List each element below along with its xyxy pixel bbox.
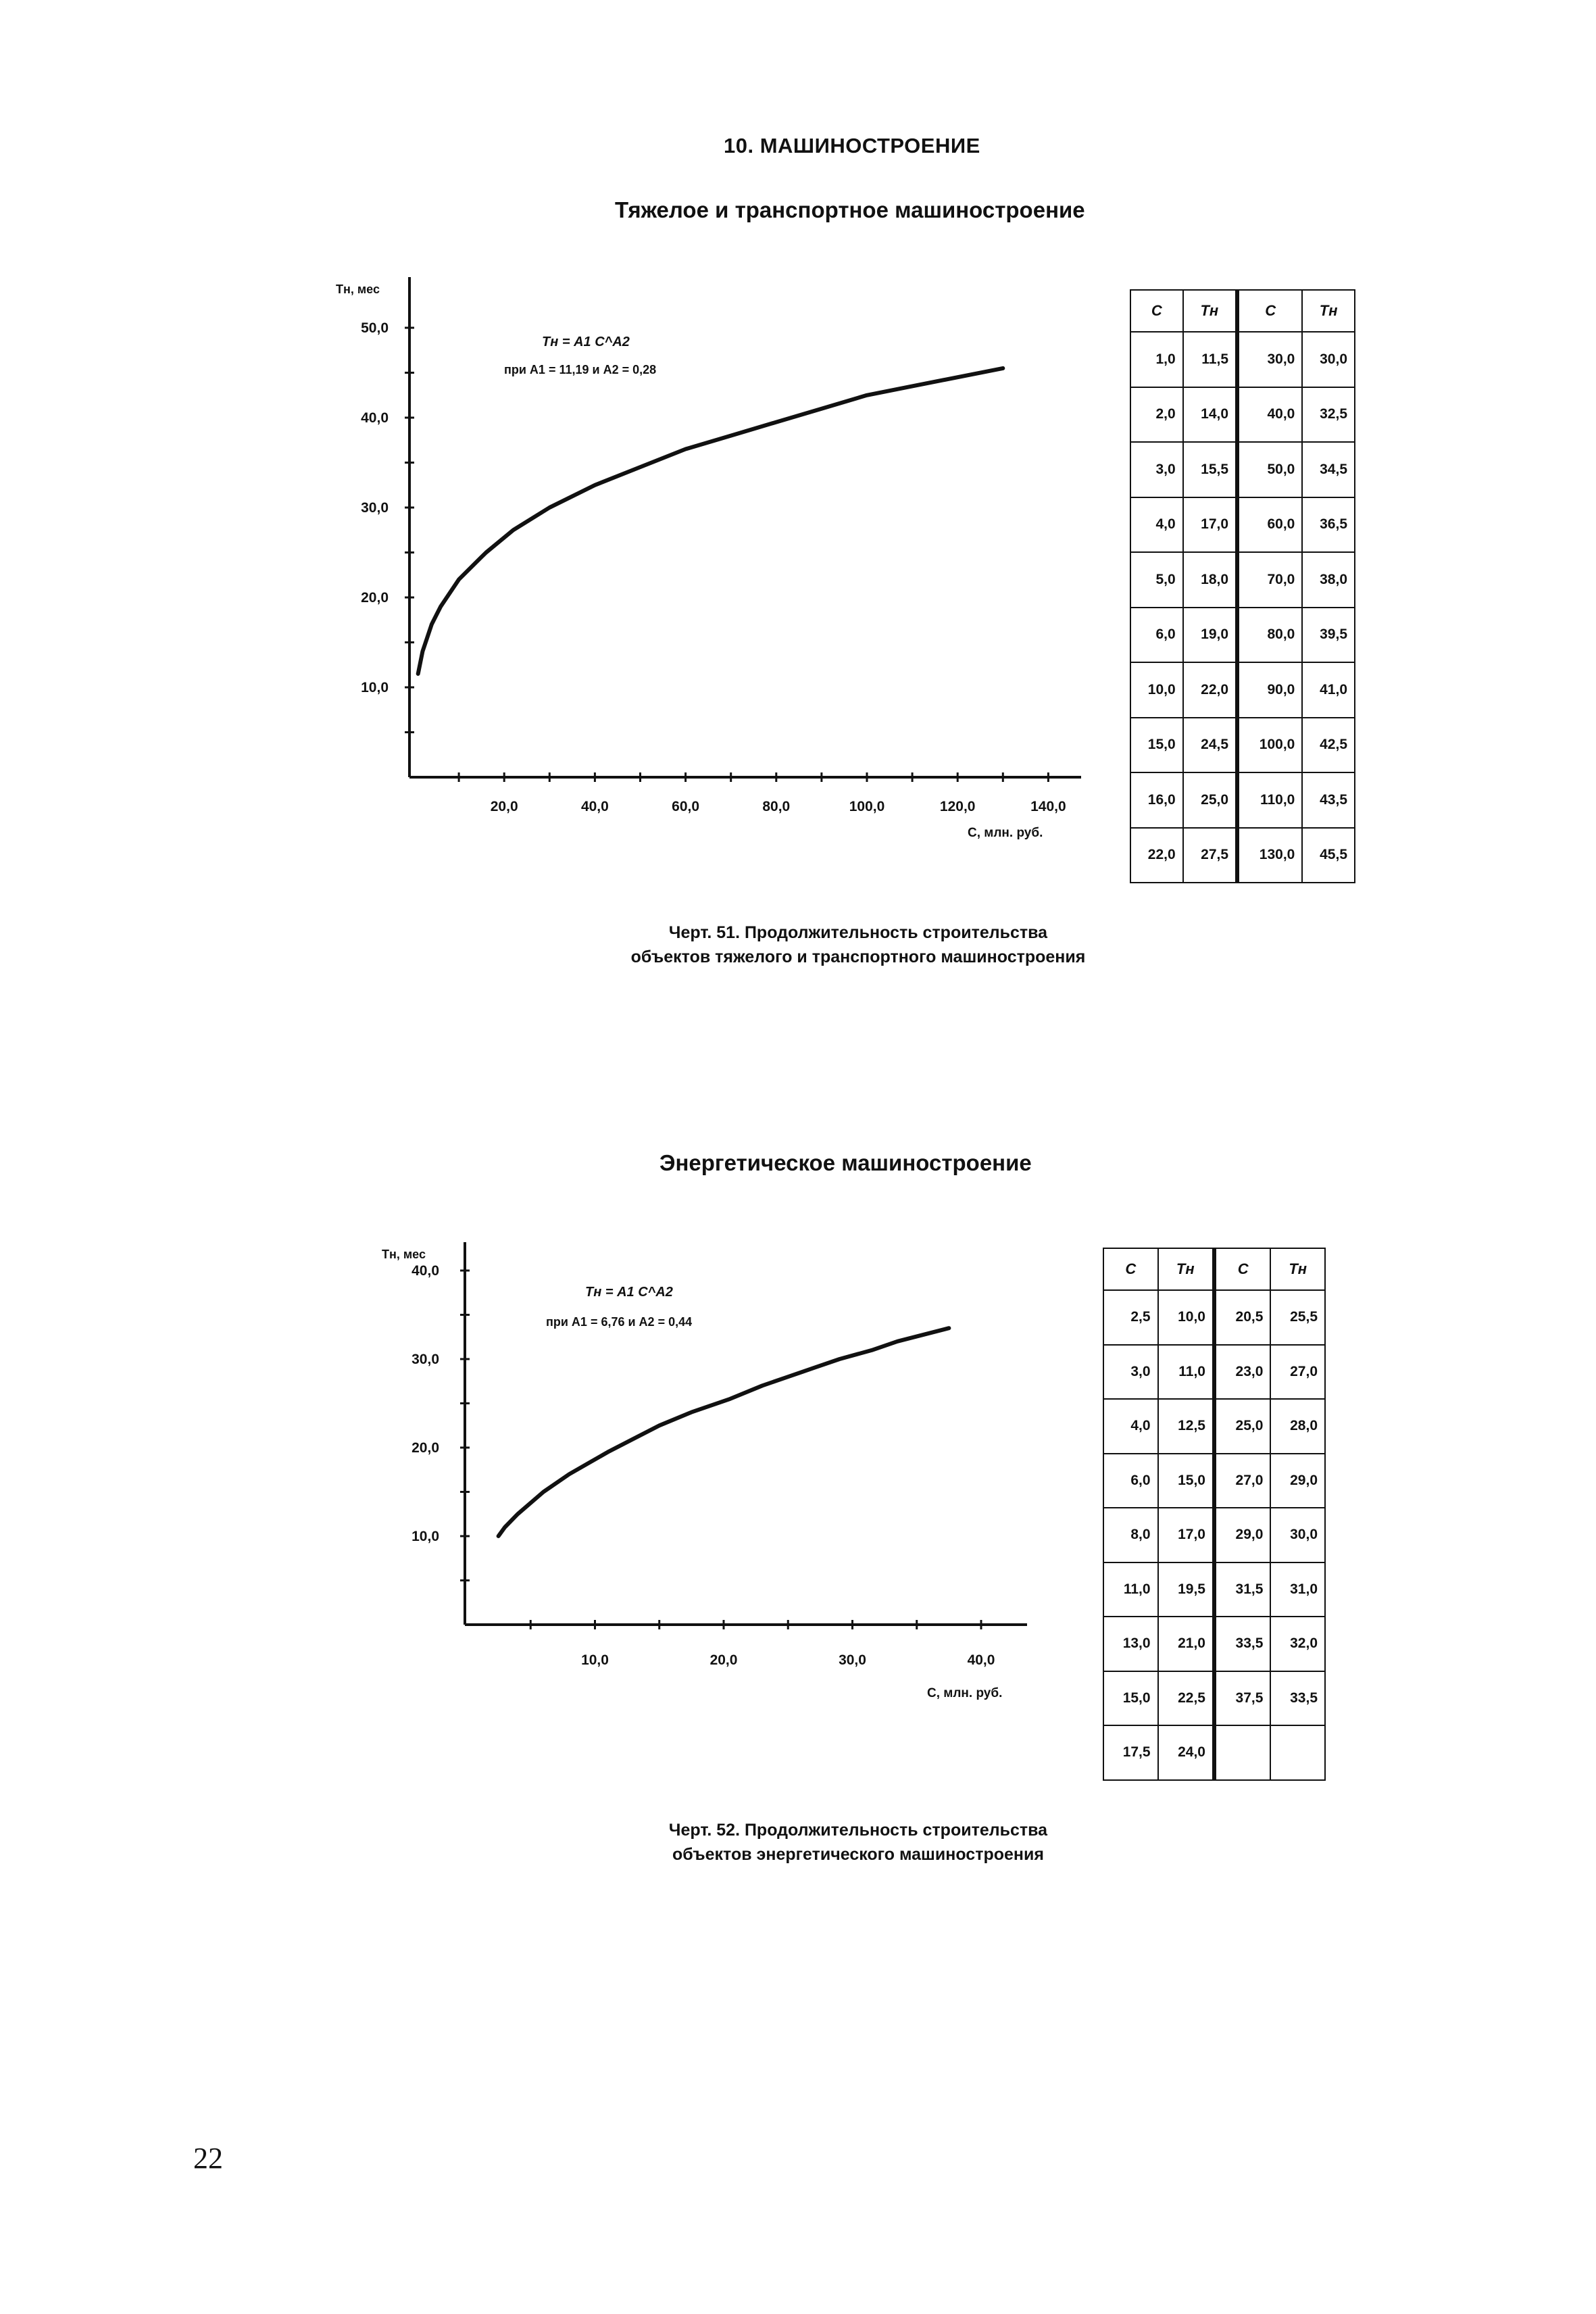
chart-51-ylabel: Tн, мес [336, 282, 380, 296]
table-cell-tn: 29,0 [1270, 1454, 1325, 1508]
table-header-c: C [1214, 1248, 1270, 1290]
x-tick-label: 80,0 [762, 799, 791, 814]
table-cell-c: 3,0 [1103, 1345, 1158, 1400]
table-cell-c: 13,0 [1103, 1617, 1158, 1671]
page-number: 22 [193, 2142, 223, 2175]
table-cell-c: 6,0 [1130, 608, 1183, 663]
x-tick-label: 10,0 [581, 1652, 609, 1668]
table-cell-tn: 45,5 [1302, 828, 1355, 883]
table-header-c: C [1130, 290, 1183, 332]
table-cell-c: 2,0 [1130, 387, 1183, 443]
table-cell-tn: 27,0 [1270, 1345, 1325, 1400]
table-cell-c: 11,0 [1103, 1562, 1158, 1617]
chart-52-formula-line1: Tн = A1 C^A2 [585, 1285, 673, 1300]
y-tick-label: 40,0 [412, 1263, 439, 1279]
table-cell-tn: 30,0 [1302, 332, 1355, 387]
table-cell-c: 5,0 [1130, 552, 1183, 608]
table-cell-tn: 24,0 [1158, 1725, 1214, 1780]
table-row [1103, 1399, 1325, 1454]
table-cell-tn [1270, 1725, 1325, 1780]
table-cell-c: 2,5 [1103, 1290, 1158, 1345]
table-cell-tn: 22,5 [1158, 1671, 1214, 1726]
table-cell-tn: 36,5 [1302, 497, 1355, 553]
table-cell-tn: 11,5 [1183, 332, 1237, 387]
table-cell-c: 17,5 [1103, 1725, 1158, 1780]
table-cell-tn: 21,0 [1158, 1617, 1214, 1671]
table-cell-c: 20,5 [1214, 1290, 1270, 1345]
table-cell-tn: 12,5 [1158, 1399, 1214, 1454]
table-header-tn: Tн [1270, 1248, 1325, 1290]
x-tick-label: 100,0 [849, 799, 885, 814]
table-row [1103, 1508, 1325, 1562]
table-cell-c: 16,0 [1130, 772, 1183, 828]
table-header-row [1103, 1248, 1325, 1290]
table-cell-c: 1,0 [1130, 332, 1183, 387]
table-cell-tn: 38,0 [1302, 552, 1355, 608]
y-tick-label: 30,0 [412, 1352, 439, 1367]
table-cell-c: 100,0 [1237, 718, 1302, 773]
chart-52-axes [465, 1242, 1027, 1625]
y-tick-label: 40,0 [361, 410, 389, 426]
y-tick-label: 20,0 [412, 1440, 439, 1456]
chart-52-heading: Энергетическое машиностроение [659, 1150, 1032, 1175]
chart-51-caption-line2: объектов тяжелого и транспортного машиностроения [630, 947, 1086, 966]
table-cell-c: 27,0 [1214, 1454, 1270, 1508]
table-cell-c [1214, 1725, 1270, 1780]
table-cell-tn: 10,0 [1158, 1290, 1214, 1345]
table-cell-c: 33,5 [1214, 1617, 1270, 1671]
table-cell-c: 10,0 [1130, 662, 1183, 718]
table-cell-c: 50,0 [1237, 442, 1302, 497]
y-tick-label: 50,0 [361, 320, 389, 336]
x-tick-label: 120,0 [939, 799, 976, 814]
chart-52-xlabel: C, млн. руб. [927, 1686, 1003, 1700]
table-cell-tn: 42,5 [1302, 718, 1355, 773]
table-cell-tn: 24,5 [1183, 718, 1237, 773]
x-tick-label: 140,0 [1030, 799, 1066, 814]
chart-52-y-ticks [412, 1263, 470, 1581]
table-cell-c: 29,0 [1214, 1508, 1270, 1562]
x-tick-label: 40,0 [580, 799, 609, 814]
table-cell-c: 25,0 [1214, 1399, 1270, 1454]
x-tick-label: 20,0 [490, 799, 518, 814]
table-cell-tn: 34,5 [1302, 442, 1355, 497]
table-cell-tn: 41,0 [1302, 662, 1355, 718]
chart-52-series [499, 1328, 949, 1536]
chart-52-ylabel: Tн, мес [382, 1248, 426, 1261]
table-cell-c: 4,0 [1103, 1399, 1158, 1454]
table-cell-c: 110,0 [1237, 772, 1302, 828]
table-row [1103, 1454, 1325, 1508]
table-cell-tn: 32,5 [1302, 387, 1355, 443]
table-header-tn: Tн [1183, 290, 1237, 332]
table-cell-c: 22,0 [1130, 828, 1183, 883]
table-cell-tn: 22,0 [1183, 662, 1237, 718]
table-cell-tn: 19,5 [1158, 1562, 1214, 1617]
table-cell-c: 30,0 [1237, 332, 1302, 387]
table-row [1103, 1617, 1325, 1671]
x-tick-label: 30,0 [839, 1652, 866, 1668]
table-cell-c: 31,5 [1214, 1562, 1270, 1617]
table-row [1103, 1345, 1325, 1400]
table-cell-tn: 39,5 [1302, 608, 1355, 663]
table-cell-tn: 31,0 [1270, 1562, 1325, 1617]
table-cell-tn: 14,0 [1183, 387, 1237, 443]
table-cell-c: 4,0 [1130, 497, 1183, 553]
table-row [1103, 1671, 1325, 1726]
y-tick-label: 20,0 [361, 590, 389, 606]
table-cell-tn: 17,0 [1183, 497, 1237, 553]
chart-52-caption-line2: объектов энергетического машиностроения [672, 1845, 1044, 1864]
table-cell-tn: 33,5 [1270, 1671, 1325, 1726]
table-cell-tn: 25,5 [1270, 1290, 1325, 1345]
chart-51-formula-line2: при A1 = 11,19 и A2 = 0,28 [504, 363, 657, 376]
table-cell-tn: 32,0 [1270, 1617, 1325, 1671]
table-header-c: C [1103, 1248, 1158, 1290]
table-cell-tn: 17,0 [1158, 1508, 1214, 1562]
x-tick-label: 20,0 [709, 1652, 738, 1668]
table-cell-c: 15,0 [1103, 1671, 1158, 1726]
table-cell-tn: 25,0 [1183, 772, 1237, 828]
table-cell-tn: 15,5 [1183, 442, 1237, 497]
table-header-tn: Tн [1302, 290, 1355, 332]
table-cell-tn: 15,0 [1158, 1454, 1214, 1508]
table-cell-c: 37,5 [1214, 1671, 1270, 1726]
table-cell-c: 15,0 [1130, 718, 1183, 773]
table-cell-c: 6,0 [1103, 1454, 1158, 1508]
section-title: 10. МАШИНОСТРОЕНИЕ [724, 134, 980, 157]
chart-51-xlabel: C, млн. руб. [968, 826, 1043, 840]
table-cell-tn: 30,0 [1270, 1508, 1325, 1562]
table-cell-c: 3,0 [1130, 442, 1183, 497]
table-cell-c: 130,0 [1237, 828, 1302, 883]
x-tick-label: 60,0 [672, 799, 700, 814]
table-cell-c: 8,0 [1103, 1508, 1158, 1562]
chart-52-caption-line1: Черт. 52. Продолжительность строительства [668, 1821, 1048, 1840]
y-tick-label: 10,0 [361, 680, 389, 695]
y-tick-label: 30,0 [361, 500, 389, 516]
table-cell-tn: 11,0 [1158, 1345, 1214, 1400]
x-tick-label: 40,0 [967, 1652, 995, 1668]
table-cell-c: 60,0 [1237, 497, 1302, 553]
table-cell-c: 23,0 [1214, 1345, 1270, 1400]
series-line [499, 1328, 949, 1536]
table-cell-tn: 43,5 [1302, 772, 1355, 828]
chart-52-x-ticks [530, 1620, 995, 1668]
chart-52-caption [473, 1818, 1243, 1867]
chart-51-caption-line1: Черт. 51. Продолжительность строительства [668, 923, 1048, 942]
table-cell-tn: 27,5 [1183, 828, 1237, 883]
table-cell-c: 90,0 [1237, 662, 1302, 718]
table-cell-tn: 18,0 [1183, 552, 1237, 608]
y-tick-label: 10,0 [412, 1529, 439, 1544]
table-row [1103, 1290, 1325, 1345]
table-cell-c: 40,0 [1237, 387, 1302, 443]
chart-52-data-table [1103, 1248, 1326, 1781]
table-header-tn: Tн [1158, 1248, 1214, 1290]
table-cell-c: 80,0 [1237, 608, 1302, 663]
chart-51-formula-line1: Tн = A1 C^A2 [542, 335, 630, 349]
table-cell-c: 70,0 [1237, 552, 1302, 608]
table-cell-tn: 19,0 [1183, 608, 1237, 663]
chart-51-heading: Тяжелое и транспортное машиностроение [615, 197, 1085, 222]
table-cell-tn: 28,0 [1270, 1399, 1325, 1454]
table-header-c: C [1237, 290, 1302, 332]
table-row [1103, 1562, 1325, 1617]
chart-52-formula-line2: при A1 = 6,76 и A2 = 0,44 [546, 1315, 693, 1329]
table-row [1103, 1725, 1325, 1780]
